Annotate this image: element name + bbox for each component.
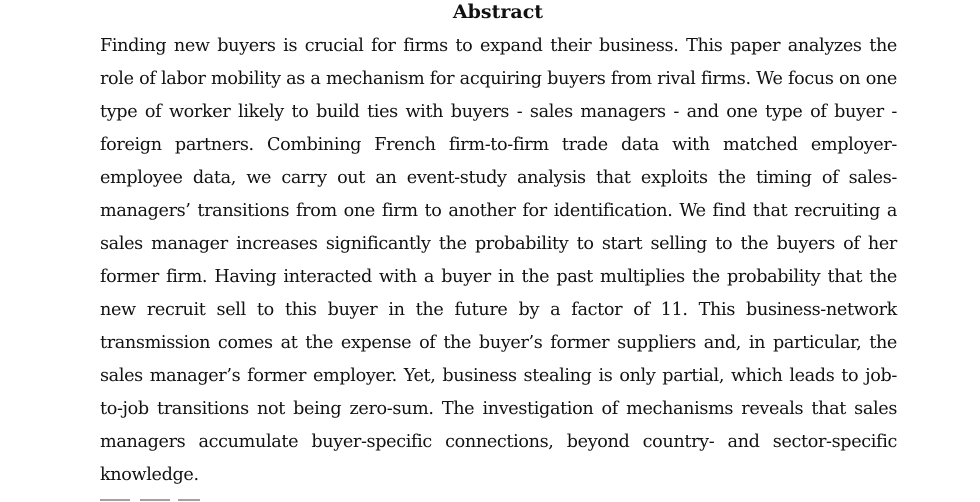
abstract-title: Abstract	[452, 1, 544, 23]
abstract-text: Finding new buyers is crucial for firms to expand their business. This paper analyzes the role of labor mobility as a mechanism for acquiring buyers from rival firms. We focus on one type of worker likely to build ties with buyers - sales managers - and one type of buyer - foreign partners. Combining French firm-to-firm trade data with matched employer-employee data, we carry out an event-study analysis that exploits the timing of sales-managers’ transitions from one firm to another for identification. We find that recruiting a sales manager increases significantly the probability to start selling to the buyers of her former firm. Having interacted with a buyer in the past multiplies the probability that the new recruit sell to this buyer in the future by a factor of 11. This business-network transmission comes at the expense of the buyer’s former suppliers and, in particular, the sales manager’s former employer. Yet, business stealing is only partial, which leads to job-to-job transitions not being zero-sum. The investigation of mechanisms reveals that sales managers accumulate buyer-specific connections, beyond country- and sector-specific knowledge.	[100, 36, 897, 485]
truncated-next-line	[100, 496, 220, 502]
